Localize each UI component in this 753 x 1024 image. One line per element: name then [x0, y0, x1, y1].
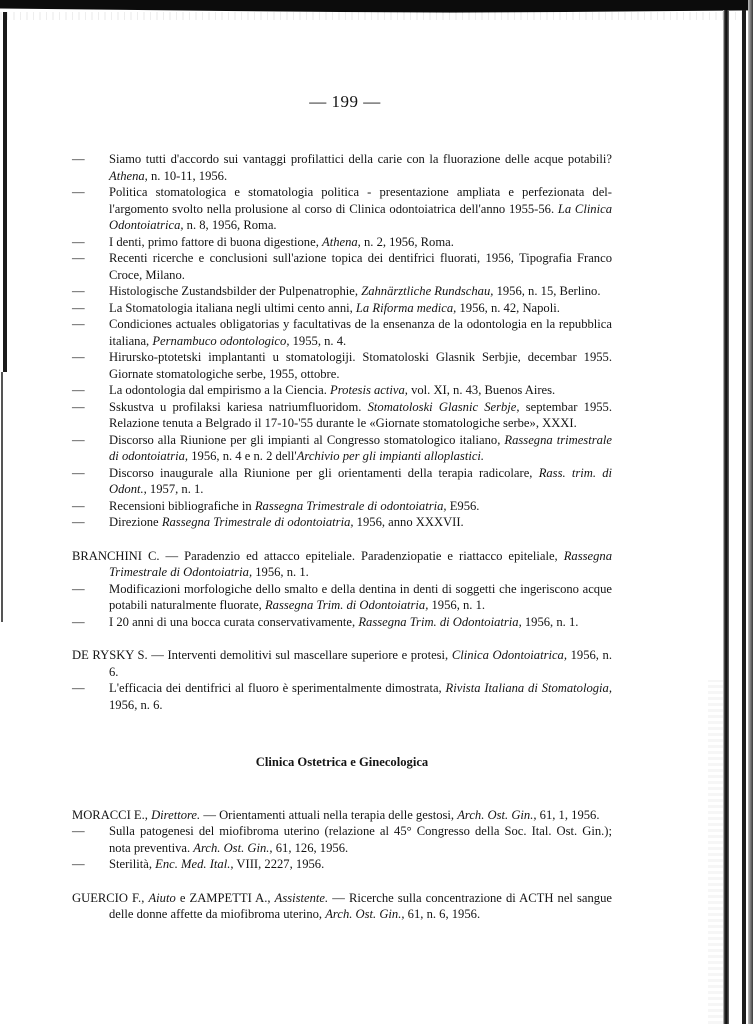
entry-dash: — — [72, 234, 85, 249]
citation-text: 1956, anno XXXVII. — [353, 515, 464, 529]
citation-text: Modificazioni morfologiche dello smalto e della dentina in denti di soggetti che ingeriscono acque potabili naturalmente fluorate, — [109, 581, 612, 612]
citation-source: Pernambuco odontologico, — [152, 333, 290, 348]
citation-source: Zahnärztliche Rundschau, — [361, 284, 494, 298]
author-role: Aiuto — [148, 890, 176, 905]
citation-text: E956. — [446, 498, 480, 513]
citation-source: Rassegna Trimestrale di odontoiatria, — [161, 515, 354, 529]
citation-text: Discorso inaugurale alla Riunione per gli orientamenti della terapia radicolare, — [109, 465, 539, 480]
citation-text: Sskustva u profilaksi kariesa natriumfluoridom. — [109, 399, 368, 414]
bibliography-entry — [72, 498, 612, 515]
citation-source: Rass. trim. di Odont., — [109, 465, 612, 496]
citation-source: La Riforma medica, — [355, 300, 457, 315]
citation-text: 1956, n. 1. — [252, 565, 309, 579]
citation-text: VIII, 2227, 1956. — [233, 857, 325, 871]
scan-right-border-inner — [723, 10, 729, 1024]
citation-text: Direzione — [109, 515, 162, 529]
entry-dash: — — [72, 614, 85, 629]
bibliography-entry — [72, 680, 612, 713]
citation-text: 1956, n. 1. — [428, 598, 486, 612]
bibliography-entry — [72, 316, 612, 349]
citation-text: Discorso alla Riunione per gli impianti al Congresso stomatologico italiano, — [109, 432, 505, 447]
citation-text: L'efficacia dei dentifrici al fluoro è sperimentalmente dimostrata, — [109, 681, 446, 695]
citation-source: Protesis activa, — [330, 383, 408, 397]
citation-text: I denti, primo fattore di buona digestione, — [109, 234, 322, 249]
entry-dash: — — [72, 300, 85, 315]
citation-source: Stomatoloski Glasnic Serbje, — [367, 399, 520, 414]
citation-source: Enc. Med. Ital., — [155, 857, 234, 871]
scan-left-border — [3, 12, 7, 372]
scan-top-noise — [0, 12, 753, 20]
citation-text: Recenti ricerche e conclusioni sull'azione topica dei dentifrici fluorati, 1956, Tipografia Franco Croce, Milano. — [109, 251, 612, 282]
entry-dash: — — [72, 465, 85, 480]
citation-text: n. 10-11, 1956. — [147, 168, 228, 183]
author-name: e ZAMPETTI A., — [175, 890, 275, 905]
citation-text: La Stomatologia italiana negli ultimi cento anni, — [109, 300, 356, 315]
citation-source: Archivio per gli impianti alloplastici. — [296, 449, 485, 463]
bibliography-entry — [72, 250, 612, 283]
citation-text: 1956, n. 1. — [521, 614, 579, 629]
citation-text: 61, 126, 1956. — [272, 840, 349, 855]
bibliography-entry — [72, 432, 612, 465]
entry-dash: — — [72, 350, 85, 364]
citation-text: 1956, n. 15, Berlino. — [493, 284, 601, 298]
bibliography-entry — [72, 300, 612, 317]
bibliography-entry — [72, 151, 612, 184]
bibliography-entry — [72, 465, 612, 498]
citation-text: Histologische Zustandsbilder der Pulpenatrophie, — [109, 284, 362, 298]
bibliography-list-moracci — [72, 807, 612, 873]
citation-text: vol. XI, n. 43, Buenos Aires. — [407, 383, 556, 397]
bibliography-list-dentistry — [72, 151, 612, 531]
bibliography-entry — [72, 890, 612, 923]
citation-text: Sterilità, — [109, 857, 156, 871]
bibliography-entry — [72, 349, 612, 382]
bibliography-entry — [72, 647, 612, 680]
citation-text: 61, n. 6, 1956. — [404, 907, 481, 921]
entry-dash: — — [72, 681, 85, 695]
bibliography-entry — [72, 514, 612, 531]
citation-text: Siamo tutti d'accordo sui vantaggi profilattici della carie con la fluorazione delle acque potabili? — [109, 152, 612, 166]
bibliography-entry — [72, 614, 612, 631]
spacer — [72, 531, 612, 548]
citation-text: 1956, n. 6. — [109, 697, 163, 712]
entry-dash: — — [72, 515, 85, 529]
citation-text: — Orientamenti attuali nella terapia delle gestosi, — [200, 807, 458, 822]
author-name: GUERCIO F., — [72, 890, 149, 905]
bibliography-entry — [72, 823, 612, 856]
entry-dash: — — [72, 317, 85, 331]
citation-text: Recensioni bibliografiche in — [109, 498, 255, 513]
bibliography-entry — [72, 382, 612, 399]
author-role: Direttore. — [151, 807, 201, 822]
entry-dash: — — [72, 581, 85, 596]
spacer — [72, 873, 612, 890]
author-name: MORACCI E., — [72, 807, 152, 822]
citation-text: 61, 1, 1956. — [536, 807, 600, 822]
bibliography-entry — [72, 807, 612, 824]
author-role: Assistente. — [274, 890, 329, 905]
bibliography-content — [72, 151, 612, 923]
citation-source: Arch. Ost. Gin., — [325, 907, 405, 921]
citation-text: 1956, n. 4 e n. 2 dell' — [188, 449, 297, 463]
citation-text: Condiciones actuales obligatorias y facultativas de la ensenanza de la odontologia en la repubblica italiana, — [109, 317, 612, 348]
author-name: DE RYSKY S. — — [72, 648, 168, 662]
citation-text: Paradenzio ed attacco epiteliale. Paradenziopatie e riattacco epiteliale, — [184, 548, 564, 563]
entry-dash: — — [72, 824, 85, 838]
citation-source: La Clinica Odontoiatrica, — [109, 201, 612, 232]
citation-source: Athena, — [322, 234, 361, 249]
scan-right-border-middle — [742, 10, 746, 1024]
citation-text: 1955, n. 4. — [289, 333, 347, 348]
citation-text: 1956, n. 42, Napoli. — [456, 300, 560, 315]
spacer — [72, 630, 612, 647]
entry-dash: — — [72, 857, 85, 871]
entry-dash: — — [72, 152, 85, 166]
bibliography-list-guercio — [72, 890, 612, 923]
citation-source: Rassegna Trimestrale di odontoiatria, — [254, 498, 447, 513]
entry-dash: — — [72, 185, 85, 199]
citation-source: Rassegna Trim. di Odontoiatria, — [358, 614, 522, 629]
bibliography-list-de-rysky — [72, 647, 612, 713]
entry-dash: — — [72, 383, 85, 397]
scan-left-border-lower — [1, 372, 3, 622]
bibliography-entry — [72, 184, 612, 234]
scan-right-border-outer — [748, 0, 753, 1024]
citation-source: Arch. Ost. Gin., — [457, 807, 537, 822]
entry-dash: — — [72, 251, 85, 265]
citation-source: Rassegna trimestrale di odontoiatria, — [109, 432, 612, 463]
citation-text: Interventi demolitivi sul mascellare superiore e protesi, — [167, 648, 452, 662]
bibliography-entry — [72, 856, 612, 873]
citation-text: 1957, n. 1. — [146, 482, 204, 496]
scan-right-shadow — [708, 680, 723, 1024]
citation-text: n. 8, 1956, Roma. — [183, 218, 277, 232]
citation-source: Clinica Odontoiatrica, — [451, 648, 568, 662]
citation-source: Arch. Ost. Gin., — [193, 840, 273, 855]
author-name: BRANCHINI C. — — [72, 548, 185, 563]
citation-source: Rassegna Trim. di Odontoiatria, — [264, 598, 429, 612]
bibliography-list-branchini — [72, 548, 612, 631]
citation-text: I 20 anni di una bocca curata conservativamente, — [109, 614, 359, 629]
citation-text: Hirursko-ptotetski implantanti u stomatologiji. Stomatoloski Glasnik Serbjie, decembar 1955. Giornate stomatologiche serbe, 1955, ottobre. — [109, 350, 612, 381]
page-number: — 199 — — [309, 92, 381, 111]
bibliography-entry — [72, 234, 612, 251]
entry-dash: — — [72, 432, 85, 447]
bibliography-entry — [72, 399, 612, 432]
citation-source: Rivista Italiana di Stomatologia, — [445, 681, 612, 695]
entry-dash: — — [72, 284, 85, 298]
section-heading: Clinica Ostetrica e Ginecologica — [255, 755, 429, 769]
citation-text: Politica stomatologica e stomatologia politica - presentazione ampliata e perfezionata dell'argomento svolto nella prolusione al corso di Clinica odontoiatrica dell'anno 1955-56. — [109, 185, 612, 216]
citation-text: 1956, n. 6. — [109, 648, 612, 679]
bibliography-entry — [72, 581, 612, 614]
bibliography-entry — [72, 283, 612, 300]
bibliography-entry — [72, 548, 612, 581]
entry-dash: — — [72, 498, 85, 513]
entry-dash: — — [72, 399, 85, 414]
citation-source: Athena, — [109, 168, 148, 183]
citation-text: n. 2, 1956, Roma. — [360, 234, 454, 249]
citation-source: Rassegna Trimestrale di Odontoiatria, — [109, 548, 612, 579]
citation-text: La odontologia dal empirismo a la Ciencia. — [109, 383, 331, 397]
citation-text: — Ricerche sulla concentrazione di ACTH nel sangue delle donne affette da miofibroma uterino, — [109, 890, 612, 921]
citation-text: Sulla patogenesi del miofibroma uterino (relazione al 45° Congresso della Soc. Ital. Ost. Gin.); nota preventiva. — [109, 824, 612, 855]
citation-text: septembar 1955. Relazione tenuta a Belgrado il 17-10-'55 durante le «Giornate stomatologiche serbe», XXXI. — [109, 399, 612, 430]
